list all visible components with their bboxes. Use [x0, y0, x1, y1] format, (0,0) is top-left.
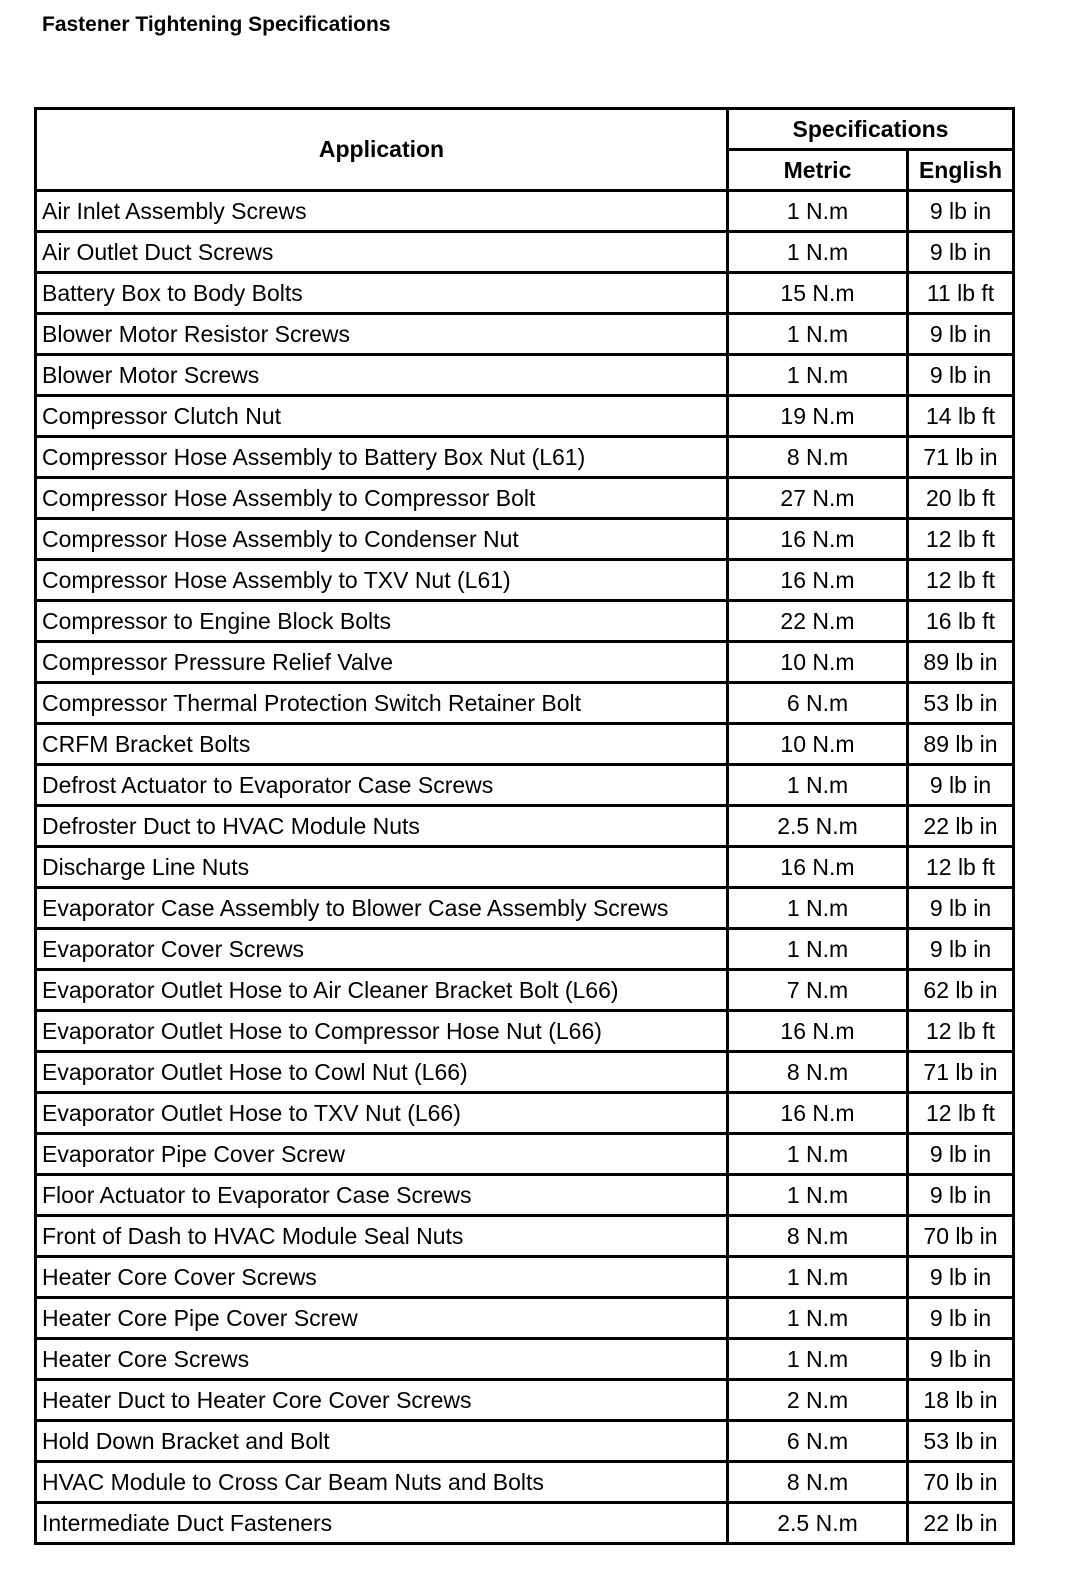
metric-cell: 1 N.m	[728, 232, 908, 273]
table-row	[36, 1216, 1014, 1257]
english-cell: 18 lb in	[908, 1380, 1014, 1421]
table-row	[36, 191, 1014, 232]
column-header-metric: Metric	[728, 150, 908, 191]
application-cell: Heater Duct to Heater Core Cover Screws	[36, 1380, 728, 1421]
table-row	[36, 970, 1014, 1011]
english-cell: 22 lb in	[908, 1503, 1014, 1544]
application-cell: Front of Dash to HVAC Module Seal Nuts	[36, 1216, 728, 1257]
application-cell: Intermediate Duct Fasteners	[36, 1503, 728, 1544]
table-row	[36, 806, 1014, 847]
metric-cell: 27 N.m	[728, 478, 908, 519]
application-cell: Evaporator Pipe Cover Screw	[36, 1134, 728, 1175]
table-row	[36, 1175, 1014, 1216]
metric-cell: 16 N.m	[728, 1011, 908, 1052]
metric-cell: 1 N.m	[728, 355, 908, 396]
application-cell: HVAC Module to Cross Car Beam Nuts and Bolts	[36, 1462, 728, 1503]
table-body	[36, 191, 1014, 1544]
metric-cell: 10 N.m	[728, 724, 908, 765]
table-row	[36, 847, 1014, 888]
table-row	[36, 437, 1014, 478]
english-cell: 12 lb ft	[908, 519, 1014, 560]
table-row	[36, 478, 1014, 519]
metric-cell: 16 N.m	[728, 519, 908, 560]
metric-cell: 16 N.m	[728, 1093, 908, 1134]
application-cell: Evaporator Outlet Hose to Air Cleaner Bracket Bolt (L66)	[36, 970, 728, 1011]
table-row	[36, 1380, 1014, 1421]
english-cell: 11 lb ft	[908, 273, 1014, 314]
column-header-specifications: Specifications	[728, 109, 1014, 150]
metric-cell: 1 N.m	[728, 191, 908, 232]
application-cell: Evaporator Outlet Hose to TXV Nut (L66)	[36, 1093, 728, 1134]
table-row	[36, 396, 1014, 437]
application-cell: Floor Actuator to Evaporator Case Screws	[36, 1175, 728, 1216]
application-cell: Compressor Hose Assembly to Battery Box Nut (L61)	[36, 437, 728, 478]
application-cell: Compressor Pressure Relief Valve	[36, 642, 728, 683]
application-cell: Compressor Hose Assembly to Condenser Nut	[36, 519, 728, 560]
english-cell: 89 lb in	[908, 724, 1014, 765]
metric-cell: 15 N.m	[728, 273, 908, 314]
metric-cell: 19 N.m	[728, 396, 908, 437]
metric-cell: 2.5 N.m	[728, 806, 908, 847]
table-row	[36, 1339, 1014, 1380]
english-cell: 71 lb in	[908, 1052, 1014, 1093]
table-row	[36, 355, 1014, 396]
page-title: Fastener Tightening Specifications	[42, 13, 391, 36]
fastener-spec-table	[34, 107, 1015, 1545]
table-row	[36, 560, 1014, 601]
metric-cell: 1 N.m	[728, 888, 908, 929]
application-cell: Evaporator Outlet Hose to Compressor Hose Nut (L66)	[36, 1011, 728, 1052]
table-row	[36, 519, 1014, 560]
english-cell: 22 lb in	[908, 806, 1014, 847]
table-row	[36, 642, 1014, 683]
metric-cell: 2 N.m	[728, 1380, 908, 1421]
metric-cell: 7 N.m	[728, 970, 908, 1011]
english-cell: 12 lb ft	[908, 560, 1014, 601]
metric-cell: 8 N.m	[728, 1052, 908, 1093]
english-cell: 9 lb in	[908, 1257, 1014, 1298]
english-cell: 9 lb in	[908, 232, 1014, 273]
english-cell: 12 lb ft	[908, 847, 1014, 888]
english-cell: 71 lb in	[908, 437, 1014, 478]
metric-cell: 1 N.m	[728, 1298, 908, 1339]
english-cell: 9 lb in	[908, 888, 1014, 929]
table-row	[36, 1298, 1014, 1339]
english-cell: 9 lb in	[908, 765, 1014, 806]
application-cell: Compressor to Engine Block Bolts	[36, 601, 728, 642]
english-cell: 9 lb in	[908, 1298, 1014, 1339]
column-header-english: English	[908, 150, 1014, 191]
metric-cell: 8 N.m	[728, 1216, 908, 1257]
table-row	[36, 273, 1014, 314]
metric-cell: 10 N.m	[728, 642, 908, 683]
application-cell: Compressor Thermal Protection Switch Retainer Bolt	[36, 683, 728, 724]
table-row	[36, 232, 1014, 273]
application-cell: Compressor Clutch Nut	[36, 396, 728, 437]
table-row	[36, 1462, 1014, 1503]
table-row	[36, 929, 1014, 970]
application-cell: Blower Motor Screws	[36, 355, 728, 396]
english-cell: 9 lb in	[908, 929, 1014, 970]
english-cell: 53 lb in	[908, 1421, 1014, 1462]
application-cell: Discharge Line Nuts	[36, 847, 728, 888]
application-cell: Compressor Hose Assembly to TXV Nut (L61)	[36, 560, 728, 601]
table-row	[36, 1503, 1014, 1544]
application-cell: Hold Down Bracket and Bolt	[36, 1421, 728, 1462]
table-row	[36, 1011, 1014, 1052]
table-row	[36, 724, 1014, 765]
english-cell: 53 lb in	[908, 683, 1014, 724]
table-row	[36, 314, 1014, 355]
metric-cell: 22 N.m	[728, 601, 908, 642]
english-cell: 20 lb ft	[908, 478, 1014, 519]
english-cell: 9 lb in	[908, 191, 1014, 232]
english-cell: 9 lb in	[908, 1134, 1014, 1175]
metric-cell: 1 N.m	[728, 314, 908, 355]
application-cell: Heater Core Cover Screws	[36, 1257, 728, 1298]
english-cell: 9 lb in	[908, 1175, 1014, 1216]
metric-cell: 6 N.m	[728, 683, 908, 724]
application-cell: Blower Motor Resistor Screws	[36, 314, 728, 355]
application-cell: Air Inlet Assembly Screws	[36, 191, 728, 232]
metric-cell: 6 N.m	[728, 1421, 908, 1462]
application-cell: Air Outlet Duct Screws	[36, 232, 728, 273]
application-cell: Defroster Duct to HVAC Module Nuts	[36, 806, 728, 847]
metric-cell: 8 N.m	[728, 437, 908, 478]
english-cell: 9 lb in	[908, 355, 1014, 396]
english-cell: 12 lb ft	[908, 1011, 1014, 1052]
application-cell: Heater Core Pipe Cover Screw	[36, 1298, 728, 1339]
application-cell: Defrost Actuator to Evaporator Case Screws	[36, 765, 728, 806]
metric-cell: 2.5 N.m	[728, 1503, 908, 1544]
application-cell: Heater Core Screws	[36, 1339, 728, 1380]
metric-cell: 1 N.m	[728, 765, 908, 806]
english-cell: 62 lb in	[908, 970, 1014, 1011]
application-cell: CRFM Bracket Bolts	[36, 724, 728, 765]
application-cell: Compressor Hose Assembly to Compressor Bolt	[36, 478, 728, 519]
english-cell: 70 lb in	[908, 1462, 1014, 1503]
table-header	[36, 109, 1014, 191]
english-cell: 16 lb ft	[908, 601, 1014, 642]
table-row	[36, 601, 1014, 642]
metric-cell: 1 N.m	[728, 1134, 908, 1175]
table-row	[36, 1257, 1014, 1298]
metric-cell: 16 N.m	[728, 847, 908, 888]
english-cell: 70 lb in	[908, 1216, 1014, 1257]
table-row	[36, 1052, 1014, 1093]
application-cell: Battery Box to Body Bolts	[36, 273, 728, 314]
application-cell: Evaporator Case Assembly to Blower Case Assembly Screws	[36, 888, 728, 929]
application-cell: Evaporator Cover Screws	[36, 929, 728, 970]
english-cell: 9 lb in	[908, 1339, 1014, 1380]
table-row	[36, 765, 1014, 806]
column-header-application: Application	[36, 109, 728, 191]
table-row	[36, 888, 1014, 929]
table-row	[36, 1093, 1014, 1134]
application-cell: Evaporator Outlet Hose to Cowl Nut (L66)	[36, 1052, 728, 1093]
metric-cell: 1 N.m	[728, 1175, 908, 1216]
metric-cell: 8 N.m	[728, 1462, 908, 1503]
english-cell: 12 lb ft	[908, 1093, 1014, 1134]
metric-cell: 1 N.m	[728, 929, 908, 970]
table-row	[36, 1134, 1014, 1175]
table-row	[36, 1421, 1014, 1462]
english-cell: 9 lb in	[908, 314, 1014, 355]
metric-cell: 1 N.m	[728, 1257, 908, 1298]
english-cell: 14 lb ft	[908, 396, 1014, 437]
metric-cell: 1 N.m	[728, 1339, 908, 1380]
metric-cell: 16 N.m	[728, 560, 908, 601]
english-cell: 89 lb in	[908, 642, 1014, 683]
table-row	[36, 683, 1014, 724]
